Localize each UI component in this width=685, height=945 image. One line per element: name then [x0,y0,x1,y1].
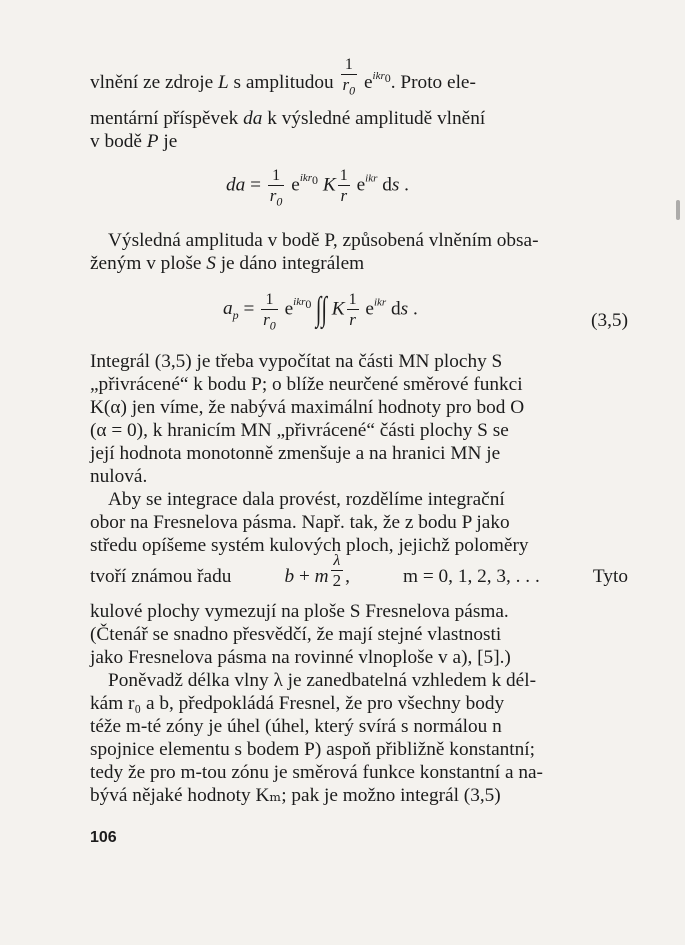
text-line: téže m-té zóny je úhel (úhel, který svírá s normálou n [90,716,502,737]
text-line: kulové plochy vymezují na ploše S Fresnelova pásma. [90,601,509,622]
text-line: bývá nějaké hodnoty Kₘ; pak je možno integrál (3,5) [90,785,501,806]
equation-3-5: $a_p$ = $\frac{1}{r_0}$ $e^{ikr_0}$ ∫∫ K $\frac{1}{r}$ $e^{ikr}$ ds . [223,290,418,333]
text-line: Poněvadž délka vlny λ je zanedbatelná vzhledem k dél- [108,670,537,691]
text-line: Integrál (3,5) je třeba vypočítat na části MN plochy S [90,351,503,372]
text-line: její hodnota monotonně zmenšuje a na hranici MN je [90,443,501,464]
text-line: K(α) jen víme, že nabývá maximální hodnoty pro bod O [90,397,525,418]
text-line: nulová. [90,466,148,487]
text-line: tvoří známou řadu b + m $\frac{\lambda}{2}$ , m = 0, 1, 2, 3, . . . Tyto [90,551,628,590]
text-line: jako Fresnelova pásma na rovinné vlnoploše v a), [5].) [90,647,511,668]
text-line: ženým v ploše S je dáno integrálem [90,253,365,274]
text-line: středu opíšeme systém kulových ploch, jejichž poloměry [90,535,529,556]
text-line: Aby se integrace dala provést, rozdělíme integrační [108,489,505,510]
text-line: tedy že pro m-tou zónu je směrová funkce konstantní a na- [90,762,543,783]
equation-da: da = $\frac{1}{r_0}$ $e^{ikr_0}$ K $\frac{1}{r}$ $e^{ikr}$ ds . [226,167,409,209]
text-line: (α = 0), k hranicím MN „přivrácené“ části plochy S se [90,420,509,441]
text-line: Výsledná amplituda v bodě P, způsobená vlněním obsa- [108,230,539,251]
text-line: vlnění ze zdroje L s amplitudou $\frac{1}{r_0}$ $e^{ikr_0}$. Proto ele- [90,55,476,97]
text-line: v bodě P je [90,131,178,152]
page-number: 106 [90,829,117,846]
text-line: kám r₀ a b, předpokládá Fresnel, že pro všechny body [90,693,505,714]
text-line: obor na Fresnelova pásma. Např. tak, že z bodu P jako [90,512,510,533]
text-line: „přivrácené“ k bodu P; o blíže neurčené směrové funkci [90,374,523,395]
text-line: (Čtenář se snadno přesvědčí, že mají stejné vlastnosti [90,624,502,645]
scan-margin-mark [676,200,680,220]
equation-number: (3,5) [591,310,628,331]
text-line: mentární příspěvek da k výsledné amplitudě vlnění [90,108,486,129]
text-line: spojnice elementu s bodem P) aspoň přibližně konstantní; [90,739,535,760]
